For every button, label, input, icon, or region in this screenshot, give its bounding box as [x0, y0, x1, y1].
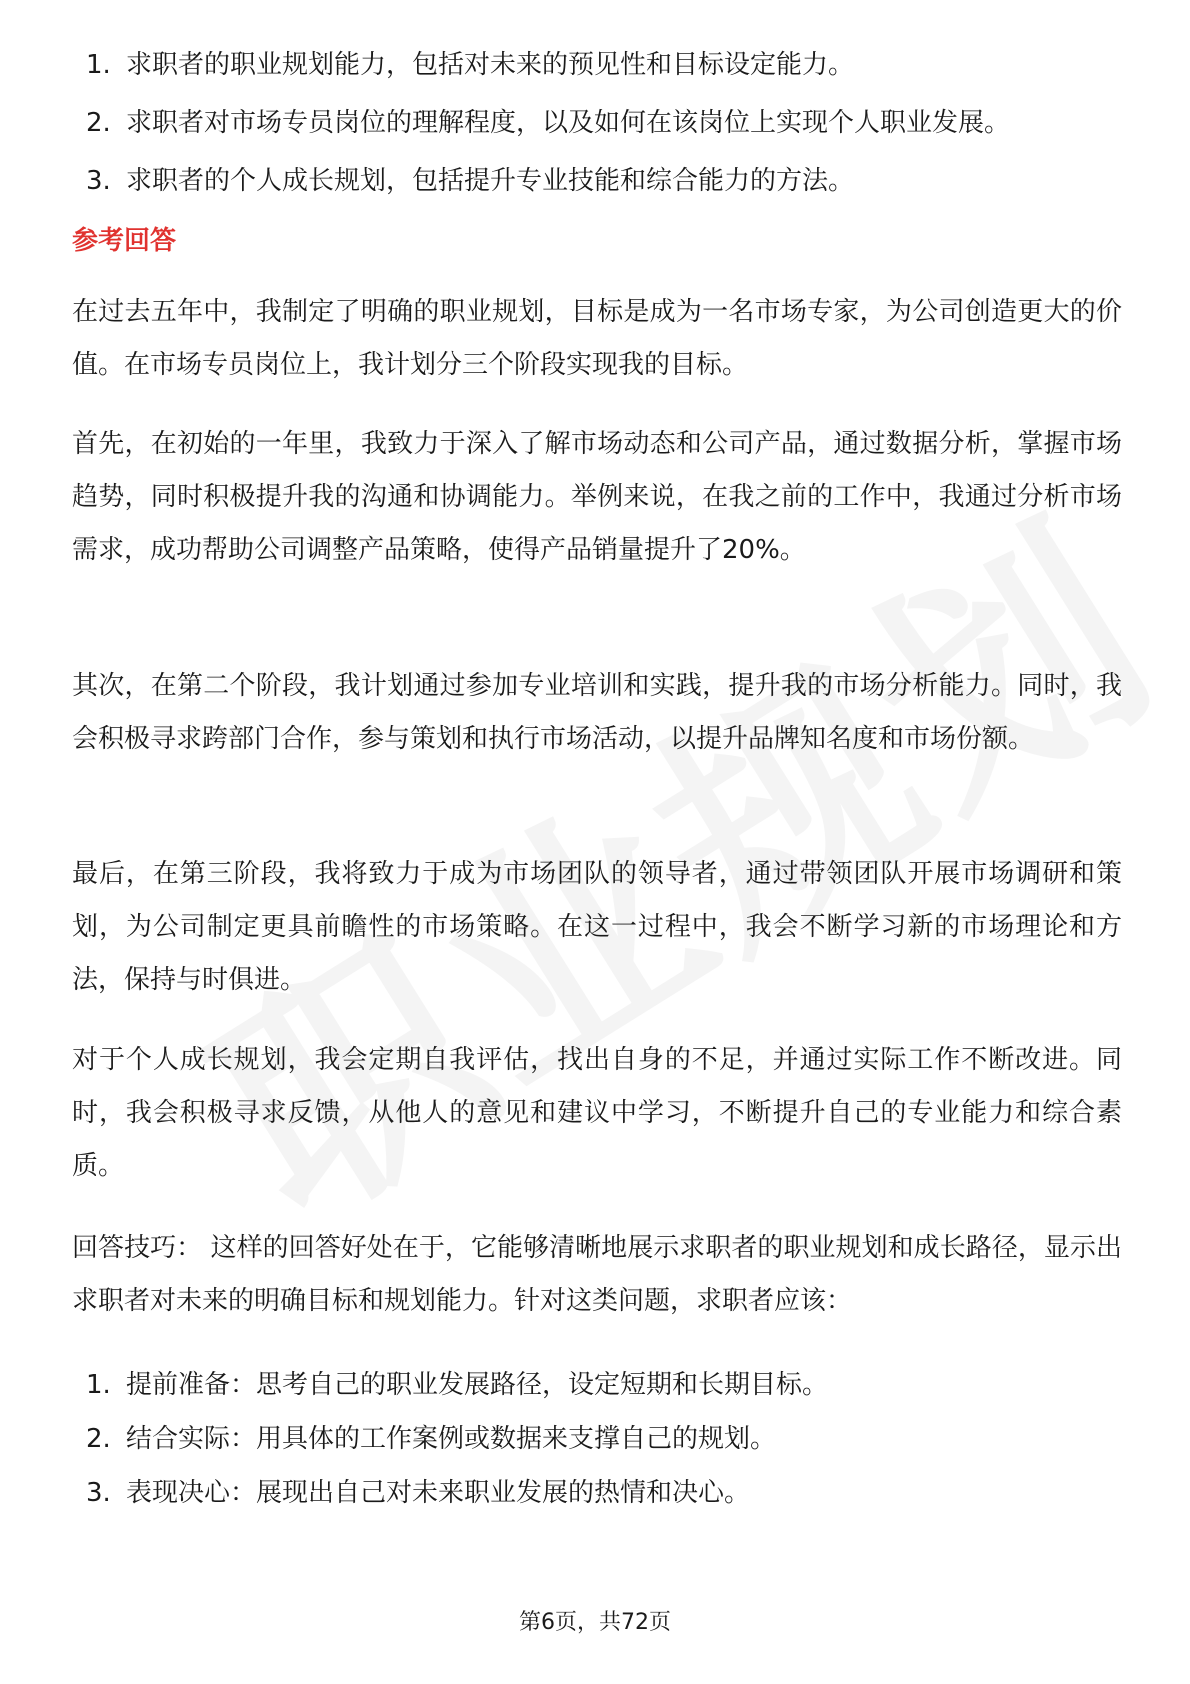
list-number: 2. [86, 108, 111, 138]
list-number: 1. [86, 1370, 111, 1400]
list-item [72, 1422, 828, 1456]
list-item [72, 1476, 828, 1510]
answer-paragraph-intro: 在过去五年中，我制定了明确的职业规划，目标是成为一名市场专家，为公司创造更大的价值。在市场专员岗位上，我计划分三个阶段实现我的目标。 [72, 297, 1122, 380]
list-item [72, 164, 1010, 198]
list-number: 3. [86, 166, 111, 196]
section-heading: 参考回答 [72, 226, 177, 256]
list-item [72, 48, 1010, 82]
list-number: 1. [86, 50, 111, 80]
list-item [72, 1368, 828, 1402]
list-text: 求职者对市场专员岗位的理解程度，以及如何在该岗位上实现个人职业发展。 [126, 108, 1011, 138]
list-text: 求职者的个人成长规划，包括提升专业技能和综合能力的方法。 [126, 166, 855, 196]
list-text: 提前准备：思考自己的职业发展路径，设定短期和长期目标。 [126, 1370, 829, 1400]
answer-tips-paragraph: 回答技巧： 这样的回答好处在于，它能够清晰地展示求职者的职业规划和成长路径，显示出求职者对未来的明确目标和规划能力。针对这类问题，求职者应该： [72, 1233, 1122, 1316]
page-footer: 第6页，共72页 [519, 1610, 671, 1635]
list-text: 求职者的职业规划能力，包括对未来的预见性和目标设定能力。 [126, 50, 855, 80]
answer-paragraph-growth: 对于个人成长规划，我会定期自我评估，找出自身的不足，并通过实际工作不断改进。同时，我会积极寻求反馈，从他人的意见和建议中学习，不断提升自己的专业能力和综合素质。 [72, 1045, 1122, 1181]
list-number: 3. [86, 1478, 111, 1508]
answer-paragraph-second-stage: 其次，在第二个阶段，我计划通过参加专业培训和实践，提升我的市场分析能力。同时，我会积极寻求跨部门合作，参与策划和执行市场活动，以提升品牌知名度和市场份额。 [72, 671, 1122, 754]
answer-paragraph-first-stage: 首先，在初始的一年里，我致力于深入了解市场动态和公司产品，通过数据分析，掌握市场趋势，同时积极提升我的沟通和协调能力。举例来说，在我之前的工作中，我通过分析市场需求，成功帮助公司调整产品策略，使得产品销量提升了20%。 [72, 429, 1122, 565]
tips-list [72, 1368, 828, 1530]
answer-paragraph-third-stage: 最后，在第三阶段，我将致力于成为市场团队的领导者，通过带领团队开展市场调研和策划，为公司制定更具前瞻性的市场策略。在这一过程中，我会不断学习新的市场理论和方法，保持与时俱进。 [72, 859, 1122, 995]
list-text: 结合实际：用具体的工作案例或数据来支撑自己的规划。 [126, 1424, 777, 1454]
list-item [72, 106, 1010, 140]
list-number: 2. [86, 1424, 111, 1454]
question-list [72, 48, 1010, 222]
list-text: 表现决心：展现出自己对未来职业发展的热情和决心。 [126, 1478, 751, 1508]
